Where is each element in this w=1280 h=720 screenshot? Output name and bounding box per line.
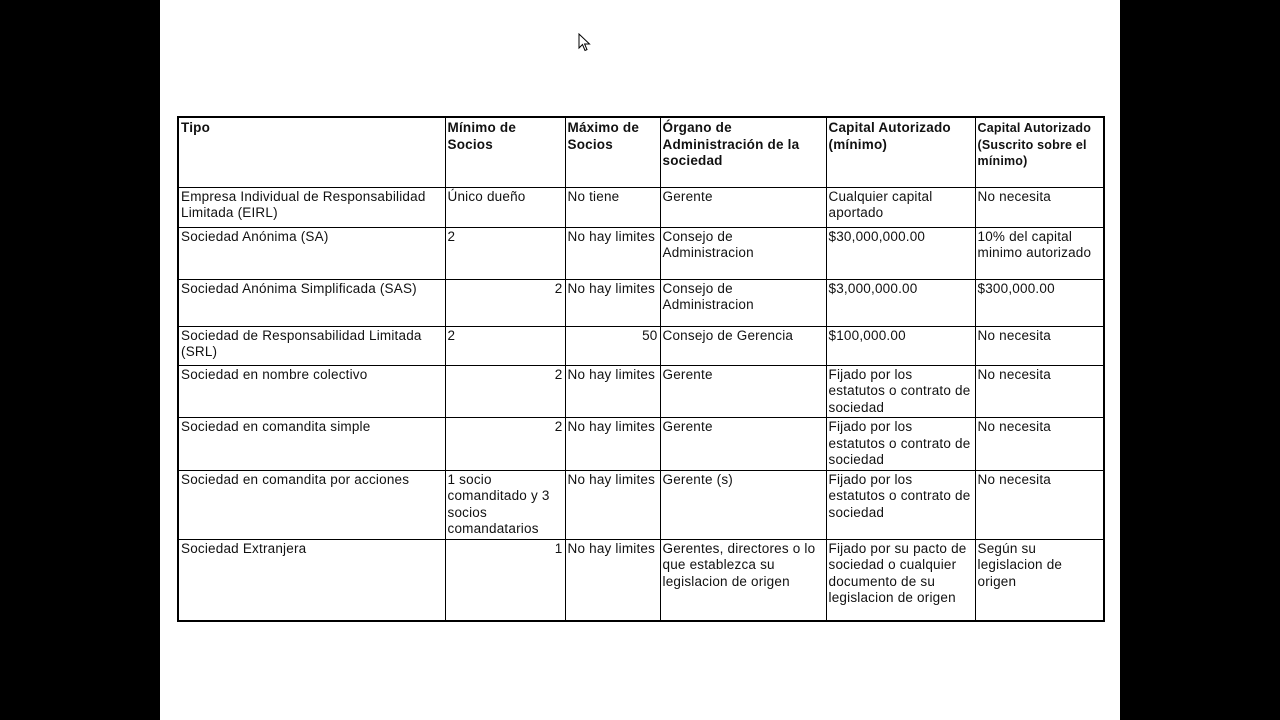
header-capital-suscrito: Capital Autorizado (Suscrito sobre el mínimo) xyxy=(975,117,1104,187)
cell-capital-minimo: $100,000.00 xyxy=(826,326,975,365)
cell-capital-minimo: $30,000,000.00 xyxy=(826,227,975,279)
mouse-pointer-icon xyxy=(578,33,592,53)
cell-maximo: No hay limites xyxy=(565,418,660,471)
table-row xyxy=(178,326,1104,365)
cell-organo: Consejo de Administracion xyxy=(660,227,826,279)
cell-organo: Gerente xyxy=(660,365,826,418)
cell-organo: Consejo de Administracion xyxy=(660,279,826,326)
cell-capital-suscrito: No necesita xyxy=(975,365,1104,418)
header-minimo-socios: Mínimo de Socios xyxy=(445,117,565,187)
header-capital-minimo: Capital Autorizado (mínimo) xyxy=(826,117,975,187)
cell-minimo: Único dueño xyxy=(445,187,565,227)
cell-maximo: No tiene xyxy=(565,187,660,227)
table-row xyxy=(178,187,1104,227)
cell-tipo: Sociedad en comandita simple xyxy=(178,418,445,471)
company-types-table xyxy=(177,116,1105,622)
table-row xyxy=(178,365,1104,418)
cell-minimo: 2 xyxy=(445,365,565,418)
cell-capital-suscrito: $300,000.00 xyxy=(975,279,1104,326)
table-header-row xyxy=(178,117,1104,187)
cell-tipo: Sociedad Anónima (SA) xyxy=(178,227,445,279)
table-row xyxy=(178,227,1104,279)
table-row xyxy=(178,539,1104,621)
cell-minimo: 2 xyxy=(445,279,565,326)
cell-organo: Gerentes, directores o lo que establezca su legislacion de origen xyxy=(660,539,826,621)
cell-minimo: 2 xyxy=(445,418,565,471)
cell-tipo: Sociedad Anónima Simplificada (SAS) xyxy=(178,279,445,326)
cell-maximo: No hay limites xyxy=(565,279,660,326)
table-row xyxy=(178,418,1104,471)
cell-maximo: No hay limites xyxy=(565,539,660,621)
cell-minimo: 1 xyxy=(445,539,565,621)
table-row xyxy=(178,470,1104,539)
cell-capital-suscrito: 10% del capital minimo autorizado xyxy=(975,227,1104,279)
cell-tipo: Sociedad en nombre colectivo xyxy=(178,365,445,418)
cell-maximo: 50 xyxy=(565,326,660,365)
cell-capital-minimo: Fijado por su pacto de sociedad o cualquier documento de su legislacion de origen xyxy=(826,539,975,621)
cell-capital-minimo: Cualquier capital aportado xyxy=(826,187,975,227)
cell-capital-suscrito: No necesita xyxy=(975,418,1104,471)
header-organo-administracion: Órgano de Administración de la sociedad xyxy=(660,117,826,187)
cell-minimo: 2 xyxy=(445,227,565,279)
cell-organo: Consejo de Gerencia xyxy=(660,326,826,365)
cell-minimo: 2 xyxy=(445,326,565,365)
table-row xyxy=(178,279,1104,326)
header-tipo: Tipo xyxy=(178,117,445,187)
cell-organo: Gerente xyxy=(660,418,826,471)
cell-capital-minimo: Fijado por los estatutos o contrato de sociedad xyxy=(826,365,975,418)
cell-organo: Gerente (s) xyxy=(660,470,826,539)
cell-maximo: No hay limites xyxy=(565,470,660,539)
cell-capital-suscrito: No necesita xyxy=(975,187,1104,227)
cell-organo: Gerente xyxy=(660,187,826,227)
cell-minimo: 1 socio comanditado y 3 socios comandatarios xyxy=(445,470,565,539)
cell-tipo: Empresa Individual de Responsabilidad Limitada (EIRL) xyxy=(178,187,445,227)
cell-capital-suscrito: No necesita xyxy=(975,470,1104,539)
cell-tipo: Sociedad Extranjera xyxy=(178,539,445,621)
cell-tipo: Sociedad en comandita por acciones xyxy=(178,470,445,539)
cell-capital-suscrito: Según su legislacion de origen xyxy=(975,539,1104,621)
header-maximo-socios: Máximo de Socios xyxy=(565,117,660,187)
cell-capital-minimo: $3,000,000.00 xyxy=(826,279,975,326)
cell-capital-minimo: Fijado por los estatutos o contrato de sociedad xyxy=(826,418,975,471)
cell-capital-suscrito: No necesita xyxy=(975,326,1104,365)
cell-tipo: Sociedad de Responsabilidad Limitada (SRL) xyxy=(178,326,445,365)
cell-maximo: No hay limites xyxy=(565,365,660,418)
cell-maximo: No hay limites xyxy=(565,227,660,279)
cell-capital-minimo: Fijado por los estatutos o contrato de sociedad xyxy=(826,470,975,539)
